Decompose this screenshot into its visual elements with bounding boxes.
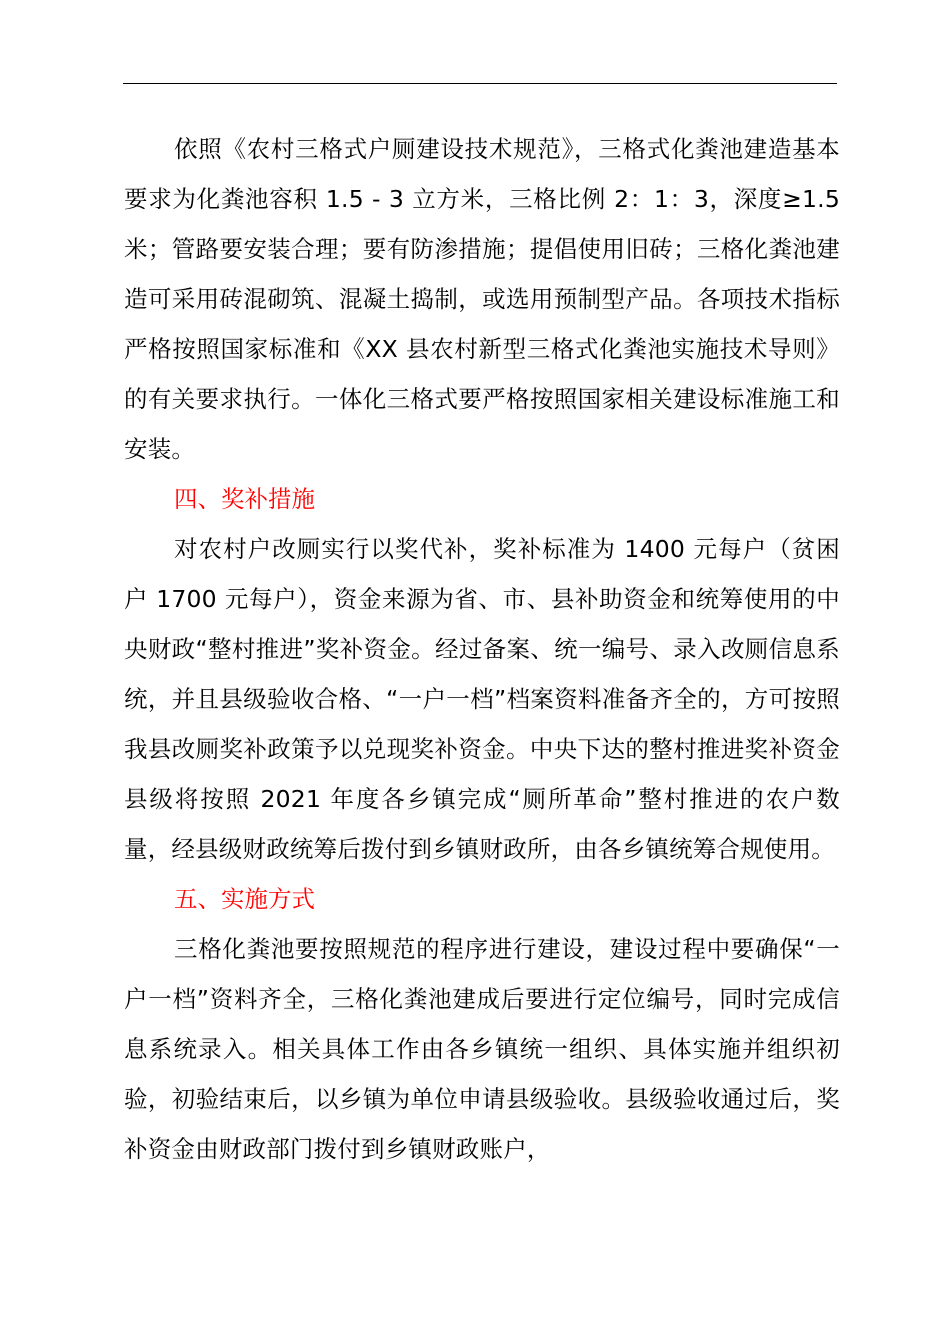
document-body xyxy=(124,124,840,1174)
section-heading-subsidy-measures: 四、奖补措施 xyxy=(174,485,315,513)
paragraph-toilet-standards: 依照《农村三格式户厕建设技术规范》，三格式化粪池建造基本要求为化粪池容积 1.5 - 3 立方米，三格比例 2：1：3，深度≥1.5 米；管路要安装合理；要有防渗措施；提倡使用旧砖；三格化粪池建造可采用砖混砌筑、混凝土捣制，或选用预制型产品。各项技术指标严格按照国家标准和《XX 县农村新型三格式化粪池实施技术导则》的有关要求执行。一体化三格式要严格按照国家相关建设标准施工和安装。 xyxy=(124,135,840,463)
header-rule xyxy=(123,83,837,84)
paragraph-subsidy-measures: 对农村户改厕实行以奖代补，奖补标准为 1400 元每户（贫困户 1700 元每户），资金来源为省、市、县补助资金和统筹使用的中央财政“整村推进”奖补资金。经过备案、统一编号、录入改厕信息系统，并且县级验收合格、“一户一档”档案资料准备齐全的，方可按照我县改厕奖补政策予以兑现奖补资金。中央下达的整村推进奖补资金县级将按照 2021 年度各乡镇完成“厕所革命”整村推进的农户数量，经县级财政统筹后拨付到乡镇财政所，由各乡镇统筹合规使用。 xyxy=(124,535,840,863)
paragraph-implementation: 三格化粪池要按照规范的程序进行建设，建设过程中要确保“一户一档”资料齐全，三格化粪池建成后要进行定位编号，同时完成信息系统录入。相关具体工作由各乡镇统一组织、具体实施并组织初验，初验结束后，以乡镇为单位申请县级验收。县级验收通过后，奖补资金由财政部门拨付到乡镇财政账户， xyxy=(124,935,840,1163)
section-heading-implementation: 五、实施方式 xyxy=(174,885,315,913)
